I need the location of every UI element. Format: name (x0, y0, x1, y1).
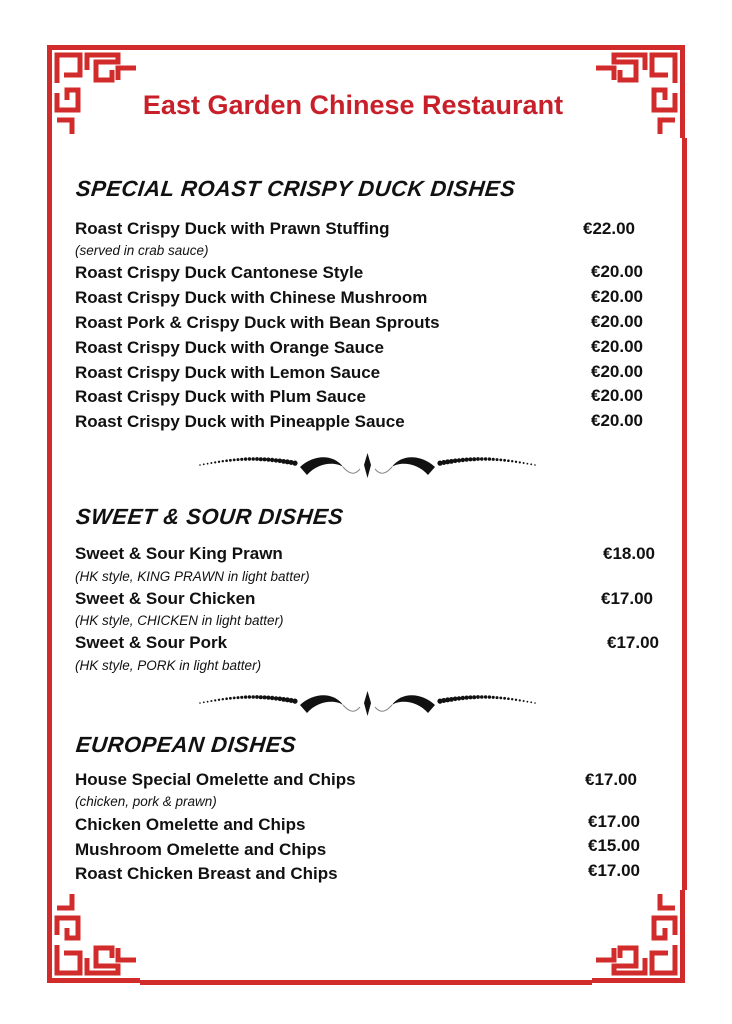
menu-item-price: €17.00 (607, 633, 659, 652)
menu-item-name: Sweet & Sour King Prawn (75, 544, 283, 563)
menu-item-price: €17.00 (585, 770, 637, 789)
section-heading: EUROPEAN DISHES (74, 732, 298, 757)
menu-item-name: Sweet & Sour Pork (75, 633, 228, 652)
menu-item-name: Roast Crispy Duck with Chinese Mushroom (75, 288, 428, 307)
menu-item-name: Roast Crispy Duck with Orange Sauce (75, 338, 384, 357)
restaurant-title: East Garden Chinese Restaurant (142, 90, 564, 120)
menu-item-price: €20.00 (591, 262, 643, 281)
menu-item-note: (chicken, pork & prawn) (75, 794, 217, 809)
fretwork-corner-icon (592, 890, 692, 990)
menu-item-price: €20.00 (591, 287, 643, 306)
ornamental-divider-icon (195, 683, 540, 723)
menu-item-name: Roast Crispy Duck with Prawn Stuffing (75, 219, 390, 238)
menu-item-price: €20.00 (591, 312, 643, 331)
menu-item-price: €17.00 (588, 812, 640, 831)
menu-item-price: €17.00 (588, 861, 640, 880)
menu-item-note: (HK style, PORK in light batter) (75, 658, 262, 673)
menu-item-price: €22.00 (583, 219, 635, 238)
menu-item-price: €15.00 (588, 836, 640, 855)
menu-item-name: Roast Crispy Duck with Lemon Sauce (75, 363, 381, 382)
menu-item-name: Roast Crispy Duck Cantonese Style (75, 263, 364, 282)
menu-item-name: Roast Crispy Duck with Plum Sauce (75, 387, 366, 406)
menu-item-price: €20.00 (591, 362, 643, 381)
menu-item-note: (HK style, CHICKEN in light batter) (75, 613, 284, 628)
fretwork-corner-icon (40, 890, 140, 990)
menu-item-price: €17.00 (601, 589, 653, 608)
menu-item-name: Roast Chicken Breast and Chips (75, 864, 338, 883)
menu-item-name: Roast Crispy Duck with Pineapple Sauce (75, 412, 405, 431)
menu-item-note: (served in crab sauce) (75, 243, 209, 258)
menu-item-name: Chicken Omelette and Chips (75, 815, 306, 834)
menu-item-price: €18.00 (603, 544, 655, 563)
menu-item-name: Sweet & Sour Chicken (75, 589, 256, 608)
menu-item-name: Roast Pork & Crispy Duck with Bean Sprouts (75, 313, 440, 332)
menu-item-price: €20.00 (591, 411, 643, 430)
section-heading: SPECIAL ROAST CRISPY DUCK DISHES (74, 176, 517, 201)
menu-item-name: Mushroom Omelette and Chips (75, 840, 327, 859)
menu-item-price: €20.00 (591, 337, 643, 356)
menu-item-price: €20.00 (591, 386, 643, 405)
ornamental-divider-icon (195, 445, 540, 485)
menu-item-note: (HK style, KING PRAWN in light batter) (75, 569, 310, 584)
fretwork-corner-icon (40, 38, 140, 138)
menu-item-name: House Special Omelette and Chips (75, 770, 356, 789)
section-heading: SWEET & SOUR DISHES (74, 504, 345, 529)
fretwork-corner-icon (592, 38, 692, 138)
